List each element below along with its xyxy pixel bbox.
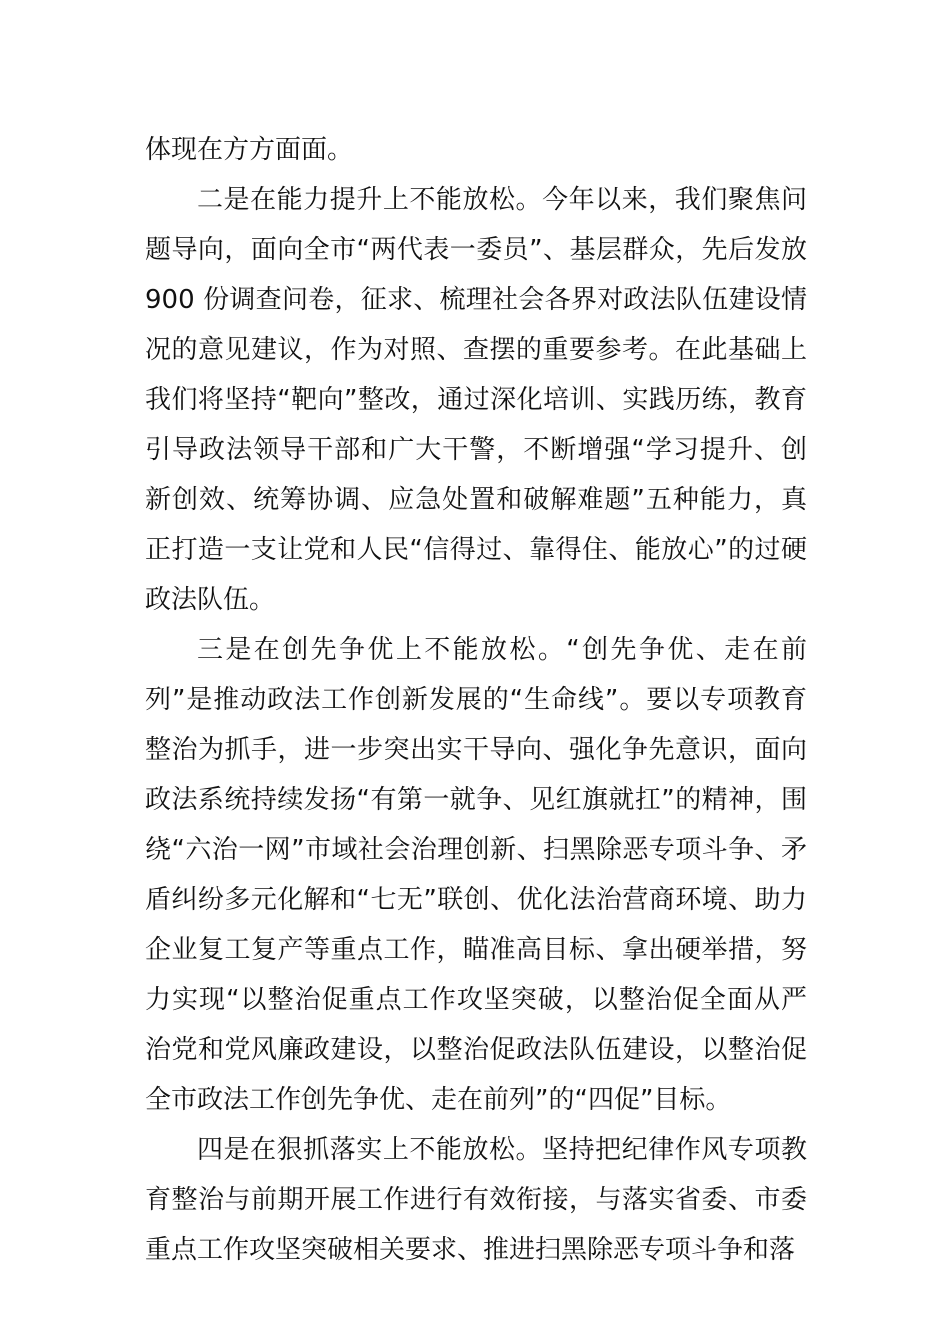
paragraph-ability-improvement: 二是在能力提升上不能放松。今年以来，我们聚焦问题导向，面向全市“两代表一委员”、基层群众，先后发放900 份调查问卷，征求、梳理社会各界对政法队伍建设情况的意见建议，作为对照、查摆的重要参考。在此基础上我们将坚持“靶向”整改，通过深化培训、实践历练，教育引导政法领导干部和广大干警，不断增强“学习提升、创新创效、统筹协调、应急处置和破解难题”五种能力，真正打造一支让党和人民“信得过、靠得住、能放心”的过硬政法队伍。 (145, 185, 807, 615)
paragraph-implementation: 四是在狠抓落实上不能放松。坚持把纪律作风专项教育整治与前期开展工作进行有效衔接，与落实省委、市委重点工作攻坚突破相关要求、推进扫黑除恶专项斗争和落 (145, 1135, 807, 1265)
paragraph-continuation: 体现在方方面面。 (145, 135, 354, 165)
document-body (145, 125, 807, 1275)
paragraph-strive-excellence: 三是在创先争优上不能放松。“创先争优、走在前列”是推动政法工作创新发展的“生命线”。要以专项教育整治为抓手，进一步突出实干导向、强化争先意识，面向政法系统持续发扬“有第一就争、见红旗就扛”的精神，围绕“六治一网”市域社会治理创新、扫黑除恶专项斗争、矛盾纠纷多元化解和“七无”联创、优化法治营商环境、助力企业复工复产等重点工作，瞄准高目标、拿出硬举措，努力实现“以整治促重点工作攻坚突破，以整治促全面从严治党和党风廉政建设，以整治促政法队伍建设，以整治促全市政法工作创先争优、走在前列”的“四促”目标。 (145, 635, 807, 1115)
